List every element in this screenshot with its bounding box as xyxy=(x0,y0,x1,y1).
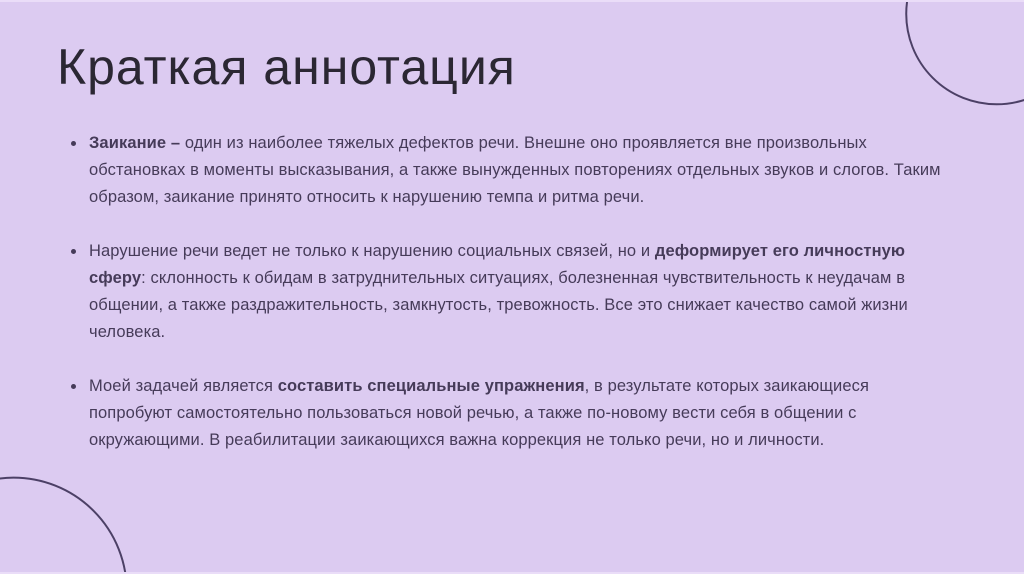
bullet-list xyxy=(70,130,945,454)
bullet-text: один из наиболее тяжелых дефектов речи. Внешне оно проявляется вне произвольных обстановках в моменты высказывания, а также вынужденных повторениях отдельных звуков и слогов. Таким образом, заикание принято относить к нарушению темпа и ритма речи. xyxy=(89,134,941,206)
list-item xyxy=(70,238,945,346)
bullet-text: : склонность к обидам в затруднительных ситуациях, болезненная чувствительность к неудачам в общении, а также раздражительность, замкнутость, тревожность. Все это снижает качество самой жизни человека. xyxy=(89,269,908,341)
bullet-text-bold: деформирует его личностную сферу xyxy=(89,242,906,287)
bullet-text: Нарушение речи ведет не только к нарушению социальных связей, но и xyxy=(89,242,655,260)
bullet-text: Моей задачей является xyxy=(89,377,278,395)
list-item xyxy=(70,373,945,454)
decorative-circle-top-right xyxy=(906,2,1024,104)
bullet-text-bold: составить специальные упражнения xyxy=(277,377,585,395)
list-item xyxy=(70,130,945,211)
decorative-circle-bottom-left xyxy=(0,478,127,572)
page-title: Краткая аннотация xyxy=(57,39,516,95)
bullet-text: , в результате которых заикающиеся попробуют самостоятельно пользоваться новой речью, а также по-новому вести себя в общении с окружающими. В реабилитации заикающихся важна коррекция не только речи, но и личности. xyxy=(89,377,869,449)
bullet-text-bold: Заикание – xyxy=(89,134,185,152)
